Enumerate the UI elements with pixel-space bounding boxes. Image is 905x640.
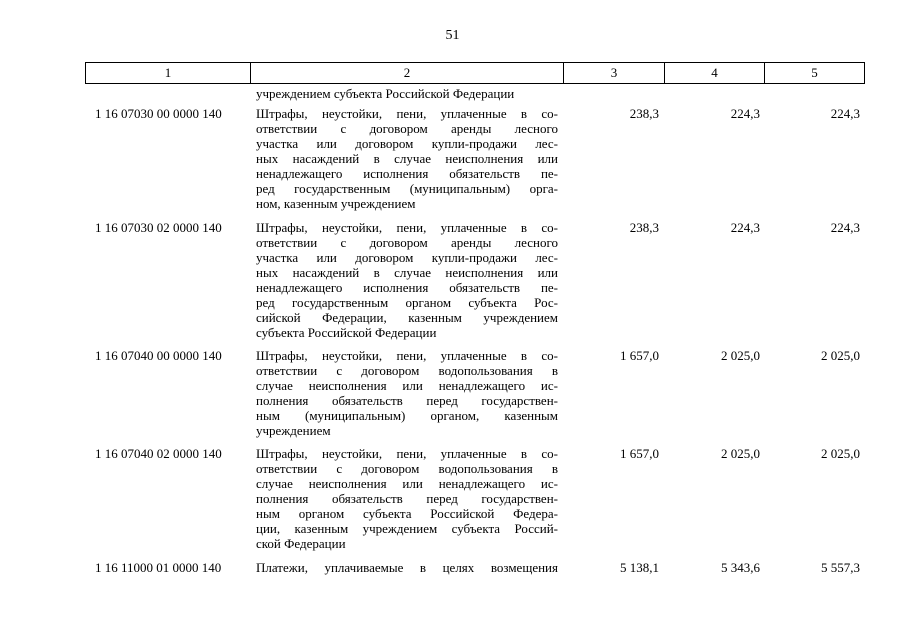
description-line: участка или договором купли-продажи лес- (256, 136, 558, 151)
description-line: ответствии с договором аренды лесного (256, 121, 558, 136)
budget-code: 1 16 11000 01 0000 140 (95, 560, 222, 575)
description-line: ответствии с договором водопользования в (256, 461, 558, 476)
value-col-5: 224,3 (830, 220, 860, 235)
value-col-4: 2 025,0 (721, 348, 760, 363)
header-col-3: 3 (564, 63, 665, 83)
description-line: субъекта Российской Федерации (256, 325, 437, 340)
description-line: ненадлежащего исполнения обязательств пе- (256, 166, 558, 181)
value-col-3: 1 657,0 (620, 348, 659, 363)
value-col-4: 2 025,0 (721, 446, 760, 461)
description-line: ных насаждений в случае неисполнения или (256, 265, 558, 280)
description-line: ном, казенным учреждением (256, 196, 416, 211)
value-col-4: 5 343,6 (721, 560, 760, 575)
budget-code: 1 16 07030 02 0000 140 (95, 220, 222, 235)
row-description (256, 446, 558, 551)
header-col-1: 1 (86, 63, 251, 83)
budget-code: 1 16 07030 00 0000 140 (95, 106, 222, 121)
description-line: учреждением (256, 423, 331, 438)
description-line: Штрафы, неустойки, пени, уплаченные в со- (256, 106, 558, 121)
value-col-3: 238,3 (629, 106, 659, 121)
description-line: ным органом субъекта Российской Федера- (256, 506, 558, 521)
description-line: ции, казенным учреждением субъекта Россий- (256, 521, 558, 536)
value-col-5: 2 025,0 (821, 446, 860, 461)
value-col-3: 1 657,0 (620, 446, 659, 461)
description-line: Штрафы, неустойки, пени, уплаченные в со- (256, 348, 558, 363)
description-line: случае неисполнения или ненадлежащего ис- (256, 378, 558, 393)
description-line: ред государственным органом субъекта Рос- (256, 295, 558, 310)
description-line: Платежи, уплачиваемые в целях возмещения (256, 560, 558, 575)
header-col-4: 4 (665, 63, 765, 83)
row-description (256, 560, 558, 575)
continuation-text: учреждением субъекта Российской Федерации (256, 86, 515, 101)
description-line: полнения обязательств перед государствен- (256, 491, 558, 506)
description-line: Штрафы, неустойки, пени, уплаченные в со- (256, 446, 558, 461)
value-col-3: 238,3 (629, 220, 659, 235)
description-line: ненадлежащего исполнения обязательств пе- (256, 280, 558, 295)
budget-code: 1 16 07040 02 0000 140 (95, 446, 222, 461)
row-description (256, 106, 558, 211)
value-col-3: 5 138,1 (620, 560, 659, 575)
description-line: ответствии с договором аренды лесного (256, 235, 558, 250)
value-col-5: 224,3 (830, 106, 860, 121)
description-line: сийской Федерации, казенным учреждением (256, 310, 558, 325)
budget-code: 1 16 07040 00 0000 140 (95, 348, 222, 363)
header-col-2: 2 (251, 63, 564, 83)
description-line: ред государственным (муниципальным) орга- (256, 181, 558, 196)
value-col-4: 224,3 (730, 106, 760, 121)
value-col-5: 2 025,0 (821, 348, 860, 363)
value-col-5: 5 557,3 (821, 560, 860, 575)
description-line: ных насаждений в случае неисполнения или (256, 151, 558, 166)
row-description (256, 220, 558, 340)
description-line: Штрафы, неустойки, пени, уплаченные в со- (256, 220, 558, 235)
description-line: ным (муниципальным) органом, казенным (256, 408, 558, 423)
description-line: ской Федерации (256, 536, 346, 551)
header-col-5: 5 (811, 65, 818, 80)
row-description (256, 348, 558, 438)
page-number: 51 (445, 28, 460, 43)
value-col-4: 224,3 (730, 220, 760, 235)
table-header (85, 62, 865, 84)
description-line: полнения обязательств перед государствен- (256, 393, 558, 408)
description-line: участка или договором купли-продажи лес- (256, 250, 558, 265)
description-line: случае неисполнения или ненадлежащего ис- (256, 476, 558, 491)
description-line: ответствии с договором водопользования в (256, 363, 558, 378)
